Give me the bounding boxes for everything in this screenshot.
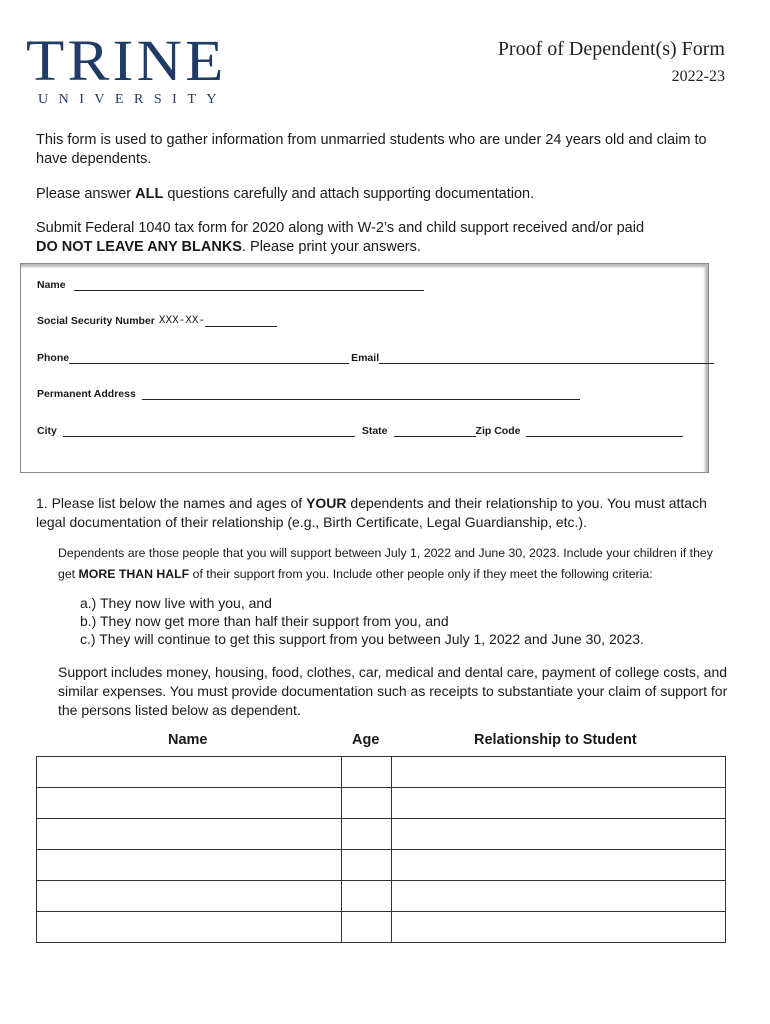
form-year: 2022-23 [671, 68, 725, 85]
student-info-box [20, 263, 709, 473]
trine-university-logo [26, 28, 231, 108]
question-1-text-end: dependents and their relationship to you. You must attach legal documentation of their relationship (e.g., Birth Certificate, Legal Guardianship, etc.). [36, 495, 707, 530]
dependent-relationship-cell[interactable] [392, 881, 726, 912]
form-title: Proof of Dependent(s) Form [497, 38, 725, 60]
dependent-name-cell[interactable] [37, 850, 342, 881]
city-state-zip-row [37, 424, 683, 437]
intro-paragraph: This form is used to gather information from unmarried students who are under 24 years old and claim to have dependents. [36, 132, 707, 167]
table-row [37, 881, 726, 912]
dependents-table [36, 756, 726, 943]
address-label: Permanent Address [37, 388, 136, 400]
email-field[interactable] [379, 351, 714, 364]
definition-text-end: of their support from you. Include other people only if they meet the following criteria: [189, 567, 653, 581]
dependent-name-cell[interactable] [37, 881, 342, 912]
criteria-list [80, 594, 644, 648]
question-1-text: 1. Please list below the names and ages of [36, 495, 307, 511]
dependent-age-cell[interactable] [342, 788, 392, 819]
column-header-relationship: Relationship to Student [474, 732, 637, 748]
criterion-c: c.) They will continue to get this support from you between July 1, 2022 and June 30, 2023. [80, 631, 644, 647]
instructions-text-end: questions carefully and attach supporting documentation. [163, 186, 535, 202]
address-row [37, 387, 580, 400]
dependent-name-cell[interactable] [37, 757, 342, 788]
no-blanks-line [36, 238, 736, 257]
name-label: Name [37, 279, 66, 291]
phone-label: Phone [37, 352, 70, 364]
dependent-age-cell[interactable] [342, 819, 392, 850]
dependent-name-cell[interactable] [37, 819, 342, 850]
dependent-relationship-cell[interactable] [392, 912, 726, 943]
question-1-emphasis: YOUR [306, 495, 347, 511]
logo-subtitle: UNIVERSITY [38, 92, 227, 107]
dependent-name-cell[interactable] [37, 788, 342, 819]
table-row [37, 912, 726, 943]
print-answers-text: . Please print your answers. [241, 239, 421, 255]
ssn-mask: XXX-XX- [158, 315, 206, 327]
tax-form-instructions: Submit Federal 1040 tax form for 2020 along with W-2’s and child support received and/or paid [36, 220, 645, 236]
address-field[interactable] [142, 387, 580, 400]
question-1 [36, 494, 736, 532]
criterion-b: b.) They now get more than half their support from you, and [80, 613, 449, 629]
column-header-age: Age [352, 732, 380, 748]
phone-field[interactable] [69, 351, 349, 364]
table-row [37, 788, 726, 819]
table-row [37, 757, 726, 788]
instructions-line [36, 185, 736, 204]
dependent-relationship-cell[interactable] [392, 850, 726, 881]
table-row [37, 850, 726, 881]
instructions-text: Please answer [36, 186, 136, 202]
state-field[interactable] [394, 424, 476, 437]
dependent-name-cell[interactable] [37, 912, 342, 943]
ssn-field[interactable] [205, 314, 277, 327]
ssn-row [37, 314, 277, 327]
ssn-label: Social Security Number [37, 315, 155, 327]
name-field[interactable] [74, 278, 424, 291]
city-field[interactable] [63, 424, 355, 437]
support-explanation: Support includes money, housing, food, clothes, car, medical and dental care, payment of college costs, and similar expenses. You must provide documentation such as receipts to substantiate your claim of support for the persons listed below as dependent. [58, 664, 728, 718]
table-row [37, 819, 726, 850]
definition-emphasis: MORE THAN HALF [78, 567, 190, 581]
zip-label: Zip Code [475, 425, 521, 437]
name-row [37, 278, 424, 291]
definition-text: Dependents are those people that you will support between July 1, 2022 and June 30, 2023. Include your children if they get [58, 546, 713, 581]
state-label: State [361, 425, 388, 437]
no-blanks-warning: DO NOT LEAVE ANY BLANKS [36, 239, 242, 255]
dependent-age-cell[interactable] [342, 757, 392, 788]
criterion-a: a.) They now live with you, and [80, 595, 272, 611]
dependent-relationship-cell[interactable] [392, 757, 726, 788]
dependent-relationship-cell[interactable] [392, 819, 726, 850]
dependent-age-cell[interactable] [342, 912, 392, 943]
phone-email-row [37, 351, 714, 364]
dependent-age-cell[interactable] [342, 881, 392, 912]
logo-wordmark: TRINE [26, 28, 227, 93]
instructions-emphasis: ALL [135, 186, 164, 202]
dependent-definition [58, 543, 718, 585]
city-label: City [37, 425, 57, 437]
dependent-relationship-cell[interactable] [392, 788, 726, 819]
column-header-name: Name [168, 732, 208, 748]
dependent-age-cell[interactable] [342, 850, 392, 881]
email-label: Email [351, 352, 380, 364]
zip-field[interactable] [526, 424, 683, 437]
